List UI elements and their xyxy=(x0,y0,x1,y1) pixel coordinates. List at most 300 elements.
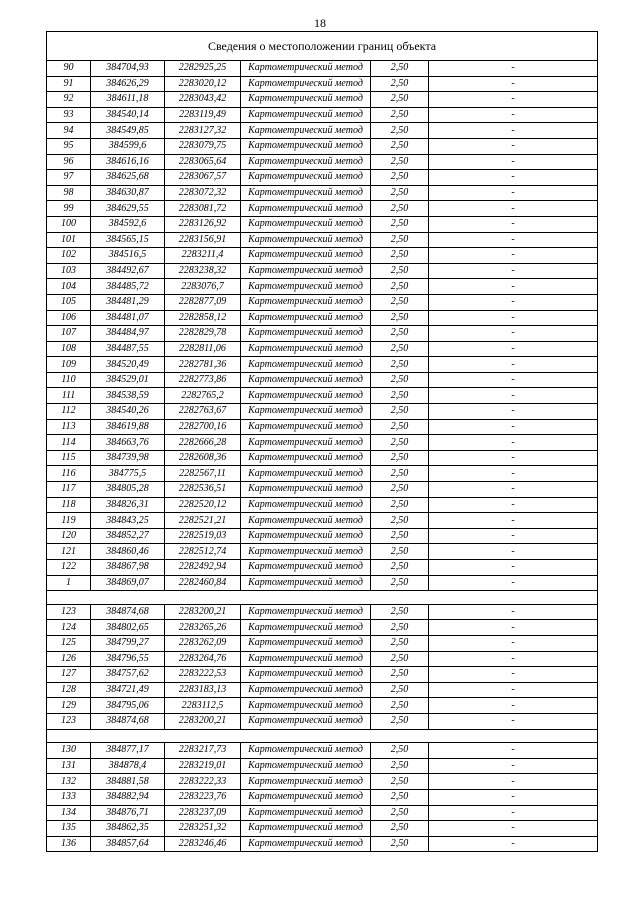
precision-cell: 2,50 xyxy=(371,170,429,186)
table-row xyxy=(47,372,598,388)
table-row xyxy=(47,789,598,805)
method-cell: Картометрический метод xyxy=(241,310,371,326)
method-cell: Картометрический метод xyxy=(241,743,371,759)
description-cell: - xyxy=(429,667,598,683)
precision-cell: 2,50 xyxy=(371,279,429,295)
precision-cell: 2,50 xyxy=(371,326,429,342)
description-cell: - xyxy=(429,201,598,217)
y-coordinate-cell: 2283079,75 xyxy=(165,138,241,154)
table-row xyxy=(47,758,598,774)
y-coordinate-cell: 2282858,12 xyxy=(165,310,241,326)
y-coordinate-cell: 2283217,73 xyxy=(165,743,241,759)
method-cell: Картометрический метод xyxy=(241,61,371,77)
y-coordinate-cell: 2283237,09 xyxy=(165,805,241,821)
x-coordinate-cell: 384867,98 xyxy=(91,560,165,576)
x-coordinate-cell: 384565,15 xyxy=(91,232,165,248)
precision-cell: 2,50 xyxy=(371,836,429,852)
table-row xyxy=(47,466,598,482)
precision-cell: 2,50 xyxy=(371,450,429,466)
x-coordinate-cell: 384852,27 xyxy=(91,528,165,544)
point-number-cell: 123 xyxy=(47,604,91,620)
table-row xyxy=(47,310,598,326)
table-row xyxy=(47,575,598,591)
description-cell: - xyxy=(429,92,598,108)
description-cell: - xyxy=(429,61,598,77)
y-coordinate-cell: 2283223,76 xyxy=(165,789,241,805)
table-row xyxy=(47,216,598,232)
x-coordinate-cell: 384802,65 xyxy=(91,620,165,636)
y-coordinate-cell: 2282666,28 xyxy=(165,435,241,451)
y-coordinate-cell: 2283126,92 xyxy=(165,216,241,232)
description-cell: - xyxy=(429,388,598,404)
table-row xyxy=(47,482,598,498)
x-coordinate-cell: 384843,25 xyxy=(91,513,165,529)
y-coordinate-cell: 2283076,7 xyxy=(165,279,241,295)
y-coordinate-cell: 2282763,67 xyxy=(165,404,241,420)
x-coordinate-cell: 384625,68 xyxy=(91,170,165,186)
precision-cell: 2,50 xyxy=(371,682,429,698)
description-cell: - xyxy=(429,341,598,357)
method-cell: Картометрический метод xyxy=(241,789,371,805)
point-number-cell: 126 xyxy=(47,651,91,667)
precision-cell: 2,50 xyxy=(371,294,429,310)
x-coordinate-cell: 384869,07 xyxy=(91,575,165,591)
table-row xyxy=(47,435,598,451)
description-cell: - xyxy=(429,419,598,435)
description-cell: - xyxy=(429,713,598,729)
table-row xyxy=(47,544,598,560)
y-coordinate-cell: 2282765,2 xyxy=(165,388,241,404)
method-cell: Картометрический метод xyxy=(241,170,371,186)
y-coordinate-cell: 2282519,03 xyxy=(165,528,241,544)
x-coordinate-cell: 384540,26 xyxy=(91,404,165,420)
precision-cell: 2,50 xyxy=(371,123,429,139)
description-cell: - xyxy=(429,170,598,186)
x-coordinate-cell: 384739,98 xyxy=(91,450,165,466)
point-number-cell: 101 xyxy=(47,232,91,248)
table-row xyxy=(47,774,598,790)
point-number-cell: 134 xyxy=(47,805,91,821)
description-cell: - xyxy=(429,575,598,591)
precision-cell: 2,50 xyxy=(371,357,429,373)
method-cell: Картометрический метод xyxy=(241,682,371,698)
point-number-cell: 133 xyxy=(47,789,91,805)
x-coordinate-cell: 384529,01 xyxy=(91,372,165,388)
x-coordinate-cell: 384616,16 xyxy=(91,154,165,170)
point-number-cell: 124 xyxy=(47,620,91,636)
precision-cell: 2,50 xyxy=(371,482,429,498)
y-coordinate-cell: 2282512,74 xyxy=(165,544,241,560)
description-cell: - xyxy=(429,651,598,667)
x-coordinate-cell: 384862,35 xyxy=(91,821,165,837)
precision-cell: 2,50 xyxy=(371,560,429,576)
precision-cell: 2,50 xyxy=(371,743,429,759)
description-cell: - xyxy=(429,154,598,170)
table-row xyxy=(47,651,598,667)
method-cell: Картометрический метод xyxy=(241,513,371,529)
method-cell: Картометрический метод xyxy=(241,419,371,435)
precision-cell: 2,50 xyxy=(371,92,429,108)
table-row xyxy=(47,248,598,264)
description-cell: - xyxy=(429,528,598,544)
point-number-cell: 121 xyxy=(47,544,91,560)
x-coordinate-cell: 384599,6 xyxy=(91,138,165,154)
description-cell: - xyxy=(429,138,598,154)
y-coordinate-cell: 2282536,51 xyxy=(165,482,241,498)
x-coordinate-cell: 384757,62 xyxy=(91,667,165,683)
point-number-cell: 128 xyxy=(47,682,91,698)
precision-cell: 2,50 xyxy=(371,575,429,591)
precision-cell: 2,50 xyxy=(371,789,429,805)
point-number-cell: 102 xyxy=(47,248,91,264)
x-coordinate-cell: 384663,76 xyxy=(91,435,165,451)
y-coordinate-cell: 2283222,53 xyxy=(165,667,241,683)
precision-cell: 2,50 xyxy=(371,263,429,279)
y-coordinate-cell: 2283222,33 xyxy=(165,774,241,790)
method-cell: Картометрический метод xyxy=(241,263,371,279)
table-row xyxy=(47,341,598,357)
table-row xyxy=(47,279,598,295)
x-coordinate-cell: 384538,59 xyxy=(91,388,165,404)
description-cell: - xyxy=(429,482,598,498)
x-coordinate-cell: 384485,72 xyxy=(91,279,165,295)
point-number-cell: 92 xyxy=(47,92,91,108)
section-separator-row xyxy=(47,729,598,743)
x-coordinate-cell: 384796,55 xyxy=(91,651,165,667)
section-separator-cell xyxy=(47,729,598,743)
table-row xyxy=(47,170,598,186)
precision-cell: 2,50 xyxy=(371,419,429,435)
method-cell: Картометрический метод xyxy=(241,620,371,636)
y-coordinate-cell: 2283251,32 xyxy=(165,821,241,837)
point-number-cell: 107 xyxy=(47,326,91,342)
description-cell: - xyxy=(429,450,598,466)
point-number-cell: 96 xyxy=(47,154,91,170)
y-coordinate-cell: 2282492,94 xyxy=(165,560,241,576)
x-coordinate-cell: 384826,31 xyxy=(91,497,165,513)
point-number-cell: 93 xyxy=(47,107,91,123)
x-coordinate-cell: 384592,6 xyxy=(91,216,165,232)
description-cell: - xyxy=(429,435,598,451)
point-number-cell: 118 xyxy=(47,497,91,513)
point-number-cell: 129 xyxy=(47,698,91,714)
table-row xyxy=(47,76,598,92)
table-row xyxy=(47,419,598,435)
x-coordinate-cell: 384775,5 xyxy=(91,466,165,482)
x-coordinate-cell: 384516,5 xyxy=(91,248,165,264)
point-number-cell: 95 xyxy=(47,138,91,154)
method-cell: Картометрический метод xyxy=(241,635,371,651)
table-row xyxy=(47,388,598,404)
section-separator-row xyxy=(47,591,598,605)
method-cell: Картометрический метод xyxy=(241,604,371,620)
x-coordinate-cell: 384629,55 xyxy=(91,201,165,217)
method-cell: Картометрический метод xyxy=(241,216,371,232)
method-cell: Картометрический метод xyxy=(241,544,371,560)
point-number-cell: 97 xyxy=(47,170,91,186)
precision-cell: 2,50 xyxy=(371,774,429,790)
x-coordinate-cell: 384630,87 xyxy=(91,185,165,201)
table-body xyxy=(47,32,598,852)
y-coordinate-cell: 2283238,32 xyxy=(165,263,241,279)
point-number-cell: 98 xyxy=(47,185,91,201)
y-coordinate-cell: 2283265,26 xyxy=(165,620,241,636)
x-coordinate-cell: 384877,17 xyxy=(91,743,165,759)
point-number-cell: 106 xyxy=(47,310,91,326)
y-coordinate-cell: 2283067,57 xyxy=(165,170,241,186)
table-row xyxy=(47,92,598,108)
table-row xyxy=(47,138,598,154)
y-coordinate-cell: 2283112,5 xyxy=(165,698,241,714)
precision-cell: 2,50 xyxy=(371,372,429,388)
method-cell: Картометрический метод xyxy=(241,836,371,852)
method-cell: Картометрический метод xyxy=(241,651,371,667)
y-coordinate-cell: 2283200,21 xyxy=(165,604,241,620)
method-cell: Картометрический метод xyxy=(241,667,371,683)
x-coordinate-cell: 384876,71 xyxy=(91,805,165,821)
table-row xyxy=(47,201,598,217)
y-coordinate-cell: 2283246,46 xyxy=(165,836,241,852)
x-coordinate-cell: 384481,29 xyxy=(91,294,165,310)
y-coordinate-cell: 2282925,25 xyxy=(165,61,241,77)
precision-cell: 2,50 xyxy=(371,805,429,821)
y-coordinate-cell: 2282460,84 xyxy=(165,575,241,591)
precision-cell: 2,50 xyxy=(371,821,429,837)
point-number-cell: 117 xyxy=(47,482,91,498)
description-cell: - xyxy=(429,682,598,698)
description-cell: - xyxy=(429,279,598,295)
description-cell: - xyxy=(429,185,598,201)
x-coordinate-cell: 384520,49 xyxy=(91,357,165,373)
table-row xyxy=(47,294,598,310)
method-cell: Картометрический метод xyxy=(241,528,371,544)
precision-cell: 2,50 xyxy=(371,698,429,714)
x-coordinate-cell: 384881,58 xyxy=(91,774,165,790)
method-cell: Картометрический метод xyxy=(241,185,371,201)
method-cell: Картометрический метод xyxy=(241,713,371,729)
point-number-cell: 104 xyxy=(47,279,91,295)
y-coordinate-cell: 2283020,12 xyxy=(165,76,241,92)
point-number-cell: 119 xyxy=(47,513,91,529)
x-coordinate-cell: 384860,46 xyxy=(91,544,165,560)
precision-cell: 2,50 xyxy=(371,620,429,636)
method-cell: Картометрический метод xyxy=(241,232,371,248)
table-row xyxy=(47,682,598,698)
table-row xyxy=(47,263,598,279)
point-number-cell: 111 xyxy=(47,388,91,404)
table-row xyxy=(47,326,598,342)
description-cell: - xyxy=(429,76,598,92)
method-cell: Картометрический метод xyxy=(241,107,371,123)
method-cell: Картометрический метод xyxy=(241,466,371,482)
method-cell: Картометрический метод xyxy=(241,560,371,576)
description-cell: - xyxy=(429,560,598,576)
method-cell: Картометрический метод xyxy=(241,404,371,420)
y-coordinate-cell: 2282521,21 xyxy=(165,513,241,529)
table-row xyxy=(47,635,598,651)
precision-cell: 2,50 xyxy=(371,61,429,77)
description-cell: - xyxy=(429,404,598,420)
point-number-cell: 114 xyxy=(47,435,91,451)
description-cell: - xyxy=(429,743,598,759)
point-number-cell: 131 xyxy=(47,758,91,774)
point-number-cell: 132 xyxy=(47,774,91,790)
precision-cell: 2,50 xyxy=(371,341,429,357)
x-coordinate-cell: 384540,14 xyxy=(91,107,165,123)
x-coordinate-cell: 384626,29 xyxy=(91,76,165,92)
y-coordinate-cell: 2282781,36 xyxy=(165,357,241,373)
description-cell: - xyxy=(429,123,598,139)
precision-cell: 2,50 xyxy=(371,76,429,92)
method-cell: Картометрический метод xyxy=(241,154,371,170)
precision-cell: 2,50 xyxy=(371,248,429,264)
description-cell: - xyxy=(429,698,598,714)
point-number-cell: 116 xyxy=(47,466,91,482)
point-number-cell: 100 xyxy=(47,216,91,232)
y-coordinate-cell: 2283043,42 xyxy=(165,92,241,108)
method-cell: Картометрический метод xyxy=(241,76,371,92)
x-coordinate-cell: 384704,93 xyxy=(91,61,165,77)
y-coordinate-cell: 2282811,06 xyxy=(165,341,241,357)
table-title-row xyxy=(47,32,598,61)
point-number-cell: 1 xyxy=(47,575,91,591)
description-cell: - xyxy=(429,466,598,482)
description-cell: - xyxy=(429,310,598,326)
method-cell: Картометрический метод xyxy=(241,294,371,310)
x-coordinate-cell: 384492,67 xyxy=(91,263,165,279)
point-number-cell: 112 xyxy=(47,404,91,420)
precision-cell: 2,50 xyxy=(371,528,429,544)
method-cell: Картометрический метод xyxy=(241,758,371,774)
y-coordinate-cell: 2283219,01 xyxy=(165,758,241,774)
method-cell: Картометрический метод xyxy=(241,805,371,821)
description-cell: - xyxy=(429,326,598,342)
y-coordinate-cell: 2283183,13 xyxy=(165,682,241,698)
point-number-cell: 109 xyxy=(47,357,91,373)
x-coordinate-cell: 384721,49 xyxy=(91,682,165,698)
description-cell: - xyxy=(429,357,598,373)
method-cell: Картометрический метод xyxy=(241,248,371,264)
point-number-cell: 108 xyxy=(47,341,91,357)
y-coordinate-cell: 2282608,36 xyxy=(165,450,241,466)
method-cell: Картометрический метод xyxy=(241,357,371,373)
method-cell: Картометрический метод xyxy=(241,123,371,139)
description-cell: - xyxy=(429,294,598,310)
point-number-cell: 113 xyxy=(47,419,91,435)
y-coordinate-cell: 2283081,72 xyxy=(165,201,241,217)
point-number-cell: 103 xyxy=(47,263,91,279)
description-cell: - xyxy=(429,497,598,513)
description-cell: - xyxy=(429,758,598,774)
method-cell: Картометрический метод xyxy=(241,821,371,837)
description-cell: - xyxy=(429,513,598,529)
method-cell: Картометрический метод xyxy=(241,450,371,466)
description-cell: - xyxy=(429,263,598,279)
point-number-cell: 125 xyxy=(47,635,91,651)
method-cell: Картометрический метод xyxy=(241,372,371,388)
point-number-cell: 90 xyxy=(47,61,91,77)
x-coordinate-cell: 384484,97 xyxy=(91,326,165,342)
description-cell: - xyxy=(429,836,598,852)
precision-cell: 2,50 xyxy=(371,513,429,529)
method-cell: Картометрический метод xyxy=(241,575,371,591)
table-row xyxy=(47,821,598,837)
precision-cell: 2,50 xyxy=(371,154,429,170)
precision-cell: 2,50 xyxy=(371,758,429,774)
method-cell: Картометрический метод xyxy=(241,92,371,108)
method-cell: Картометрический метод xyxy=(241,201,371,217)
precision-cell: 2,50 xyxy=(371,232,429,248)
y-coordinate-cell: 2283264,76 xyxy=(165,651,241,667)
y-coordinate-cell: 2282700,16 xyxy=(165,419,241,435)
method-cell: Картометрический метод xyxy=(241,435,371,451)
table-row xyxy=(47,805,598,821)
description-cell: - xyxy=(429,789,598,805)
y-coordinate-cell: 2282773,86 xyxy=(165,372,241,388)
table-row xyxy=(47,357,598,373)
y-coordinate-cell: 2282520,12 xyxy=(165,497,241,513)
table-row xyxy=(47,604,598,620)
section-separator-cell xyxy=(47,591,598,605)
precision-cell: 2,50 xyxy=(371,713,429,729)
point-number-cell: 110 xyxy=(47,372,91,388)
point-number-cell: 135 xyxy=(47,821,91,837)
x-coordinate-cell: 384882,94 xyxy=(91,789,165,805)
description-cell: - xyxy=(429,620,598,636)
precision-cell: 2,50 xyxy=(371,667,429,683)
point-number-cell: 136 xyxy=(47,836,91,852)
x-coordinate-cell: 384481,07 xyxy=(91,310,165,326)
table-row xyxy=(47,528,598,544)
description-cell: - xyxy=(429,216,598,232)
y-coordinate-cell: 2283119,49 xyxy=(165,107,241,123)
x-coordinate-cell: 384874,68 xyxy=(91,713,165,729)
point-number-cell: 115 xyxy=(47,450,91,466)
description-cell: - xyxy=(429,107,598,123)
precision-cell: 2,50 xyxy=(371,466,429,482)
table-row xyxy=(47,497,598,513)
boundary-coordinates-table xyxy=(46,31,598,852)
description-cell: - xyxy=(429,372,598,388)
y-coordinate-cell: 2283262,09 xyxy=(165,635,241,651)
method-cell: Картометрический метод xyxy=(241,326,371,342)
x-coordinate-cell: 384619,88 xyxy=(91,419,165,435)
method-cell: Картометрический метод xyxy=(241,388,371,404)
table-row xyxy=(47,743,598,759)
method-cell: Картометрический метод xyxy=(241,279,371,295)
precision-cell: 2,50 xyxy=(371,388,429,404)
method-cell: Картометрический метод xyxy=(241,341,371,357)
y-coordinate-cell: 2283156,91 xyxy=(165,232,241,248)
precision-cell: 2,50 xyxy=(371,604,429,620)
description-cell: - xyxy=(429,774,598,790)
table-row xyxy=(47,450,598,466)
precision-cell: 2,50 xyxy=(371,544,429,560)
x-coordinate-cell: 384805,28 xyxy=(91,482,165,498)
description-cell: - xyxy=(429,805,598,821)
table-row xyxy=(47,61,598,77)
point-number-cell: 105 xyxy=(47,294,91,310)
y-coordinate-cell: 2282829,78 xyxy=(165,326,241,342)
precision-cell: 2,50 xyxy=(371,185,429,201)
y-coordinate-cell: 2283200,21 xyxy=(165,713,241,729)
table-row xyxy=(47,713,598,729)
point-number-cell: 123 xyxy=(47,713,91,729)
method-cell: Картометрический метод xyxy=(241,138,371,154)
precision-cell: 2,50 xyxy=(371,310,429,326)
method-cell: Картометрический метод xyxy=(241,698,371,714)
table-row xyxy=(47,836,598,852)
